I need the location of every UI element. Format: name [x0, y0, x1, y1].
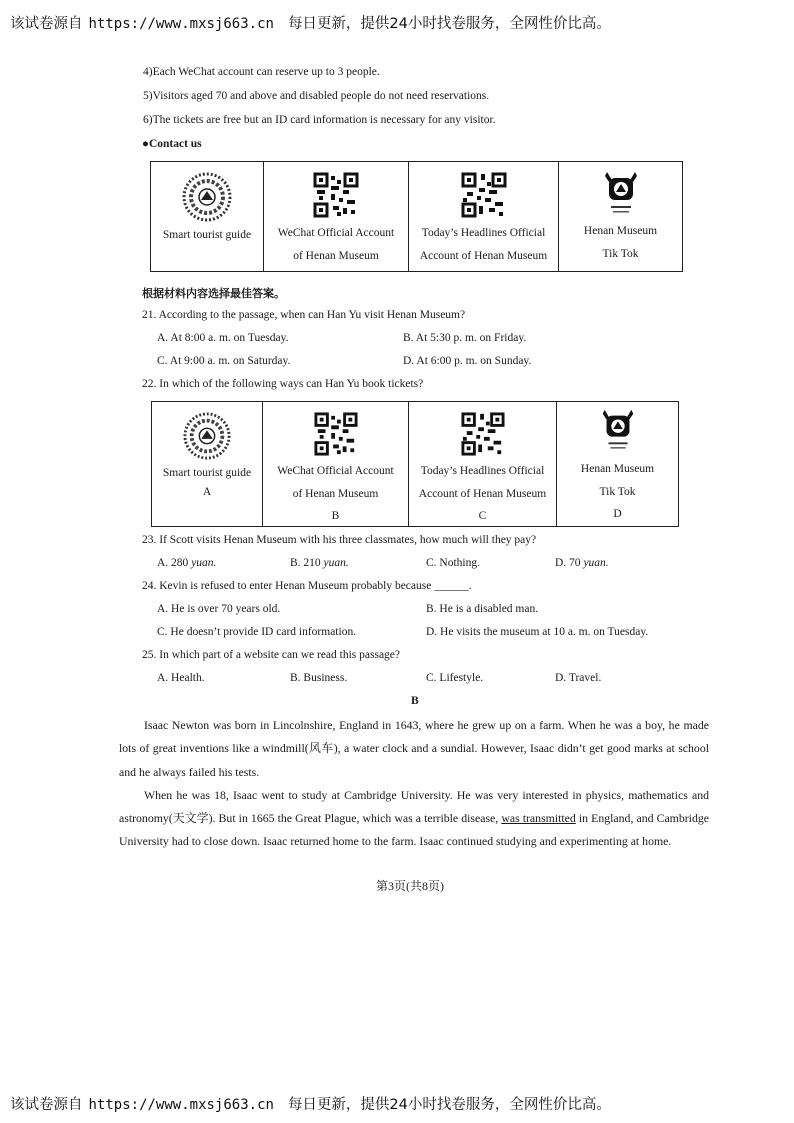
footer-banner [10, 1093, 611, 1114]
contact-heading: ●Contact us [142, 138, 202, 150]
q25-stem: 25. In which part of a website can we read this passage? [142, 649, 401, 661]
option-label-c-1: Today’s Headlines Official [420, 465, 545, 477]
option-label-d-2: Tik Tok [599, 486, 636, 498]
banner-slogan: 每日更新，提供24小时找卷服务，全网性价比高。 [287, 16, 611, 32]
q25-option-c[interactable]: C. Lifestyle. [426, 672, 484, 684]
q23-option-d-text: D. 70 [555, 557, 581, 569]
header-banner [10, 12, 611, 33]
q24-option-b[interactable]: B. He is a disabled man. [426, 603, 539, 615]
q25-option-b[interactable]: B. Business. [290, 672, 348, 684]
footer-banner-source: 该试卷源自 [10, 1097, 83, 1113]
q24-option-c[interactable]: C. He doesn’t provide ID card information. [157, 626, 357, 638]
qr-code-icon[interactable] [314, 412, 358, 456]
instruction: 根据材料内容选择最佳答案。 [142, 287, 285, 300]
option-label-b-2: of Henan Museum [292, 488, 379, 500]
underlined-phrase: was transmitted [501, 811, 576, 826]
q24-option-d[interactable]: D. He visits the museum at 10 a. m. on Tuesday. [426, 626, 649, 638]
q23-unit-a: yuan. [191, 557, 217, 569]
qr-code-icon[interactable] [313, 172, 359, 218]
passage-b [119, 714, 709, 854]
q21-option-c[interactable]: C. At 9:00 a. m. on Saturday. [157, 355, 291, 367]
q23-option-b-text: B. 210 [290, 557, 321, 569]
passage-paragraph-2-part-2: in England, and Cambridge University had to close down. Isaac returned home to the farm. Isaac continued studying and experimenting at home. [119, 811, 709, 849]
page-number: 第3页(共8页) [376, 879, 444, 893]
q23-stem: 23. If Scott visits Henan Museum with his three classmates, how much will they pay? [142, 534, 537, 546]
passage-paragraph-2 [119, 784, 709, 854]
passage-paragraph-1: Isaac Newton was born in Lincolnshire, England in 1643, where he grew up on a farm. When he was a boy, he made lots of great inventions like a windmill(风车), a water clock and a sundial. However, Isaac didn’t get good marks at school and he always failed his tests. [119, 718, 709, 779]
rule-6: 6)The tickets are free but an ID card information is necessary for any visitor. [143, 114, 496, 126]
option-label-b-1: WeChat Official Account [277, 465, 394, 477]
section-b-heading: B [411, 695, 419, 707]
q23-unit-d: yuan. [583, 557, 609, 569]
option-letter-d: D [613, 508, 622, 520]
option-cell-a[interactable] [152, 402, 263, 527]
option-cell-d[interactable] [557, 402, 679, 527]
option-label-c-2: Account of Henan Museum [418, 488, 547, 500]
footer-banner-slogan: 每日更新，提供24小时找卷服务，全网性价比高。 [287, 1097, 611, 1113]
q23-unit-b: yuan. [323, 557, 349, 569]
qr-code-icon[interactable] [461, 172, 507, 218]
q23-option-b[interactable] [290, 557, 349, 569]
option-letter-c: C [478, 510, 487, 522]
contact-label-toutiao-1: Today’s Headlines Official [421, 227, 546, 239]
q23-option-c[interactable]: C. Nothing. [426, 557, 480, 569]
option-letter-a: A [202, 486, 212, 498]
q23-option-d[interactable] [555, 557, 609, 569]
footer-banner-url[interactable]: https://www.mxsj663.cn [88, 1097, 274, 1113]
contact-label-tiktok-2: Tik Tok [602, 248, 639, 260]
contact-cell-toutiao [409, 162, 559, 272]
contact-label-guide: Smart tourist guide [162, 229, 252, 241]
q25-option-d[interactable]: D. Travel. [555, 672, 602, 684]
rule-4: 4)Each WeChat account can reserve up to 3 people. [143, 66, 380, 78]
contact-label-wechat-2: of Henan Museum [293, 250, 379, 262]
contact-table [150, 161, 683, 272]
museum-logo-icon[interactable] [599, 168, 643, 216]
contact-cell-tiktok [559, 162, 683, 272]
contact-cell-guide [151, 162, 264, 272]
option-cell-c[interactable] [409, 402, 557, 527]
banner-source: 该试卷源自 [10, 16, 83, 32]
q21-stem: 21. According to the passage, when can Han Yu visit Henan Museum? [142, 309, 466, 321]
q21-option-b[interactable]: B. At 5:30 p. m. on Friday. [403, 332, 527, 344]
q24-stem: 24. Kevin is refused to enter Henan Museum probably because ______. [142, 580, 472, 592]
banner-url[interactable]: https://www.mxsj663.cn [88, 16, 274, 32]
option-label-d-1: Henan Museum [580, 463, 655, 475]
passage-paragraph-2-part-1: When he was 18, Isaac went to study at Cambridge University. He was very interested in physics, mathematics and astronomy(天文学). But in 1665 the Great Plague, which was a terrible disease, [119, 787, 709, 826]
option-cell-b[interactable] [263, 402, 409, 527]
option-letter-b: B [331, 510, 340, 522]
qr-code-icon[interactable] [461, 412, 505, 456]
booking-options-table [151, 401, 679, 527]
q23-option-a[interactable] [157, 557, 216, 569]
contact-label-tiktok-1: Henan Museum [583, 225, 658, 237]
option-label-a: Smart tourist guide [162, 467, 252, 479]
q22-stem: 22. In which of the following ways can Han Yu book tickets? [142, 378, 424, 390]
contact-label-toutiao-2: Account of Henan Museum [419, 250, 548, 262]
q24-option-a[interactable]: A. He is over 70 years old. [157, 603, 281, 615]
q23-option-a-text: A. 280 [157, 557, 189, 569]
q25-option-a[interactable]: A. Health. [157, 672, 205, 684]
contact-cell-wechat [264, 162, 409, 272]
mini-program-code-icon[interactable] [182, 172, 232, 222]
q21-option-d[interactable]: D. At 6:00 p. m. on Sunday. [403, 355, 532, 367]
mini-program-code-icon[interactable] [183, 412, 231, 460]
contact-label-wechat-1: WeChat Official Account [277, 227, 395, 239]
museum-logo-icon[interactable] [597, 406, 639, 452]
q21-option-a[interactable]: A. At 8:00 a. m. on Tuesday. [157, 332, 289, 344]
rule-5: 5)Visitors aged 70 and above and disabled people do not need reservations. [143, 90, 490, 102]
